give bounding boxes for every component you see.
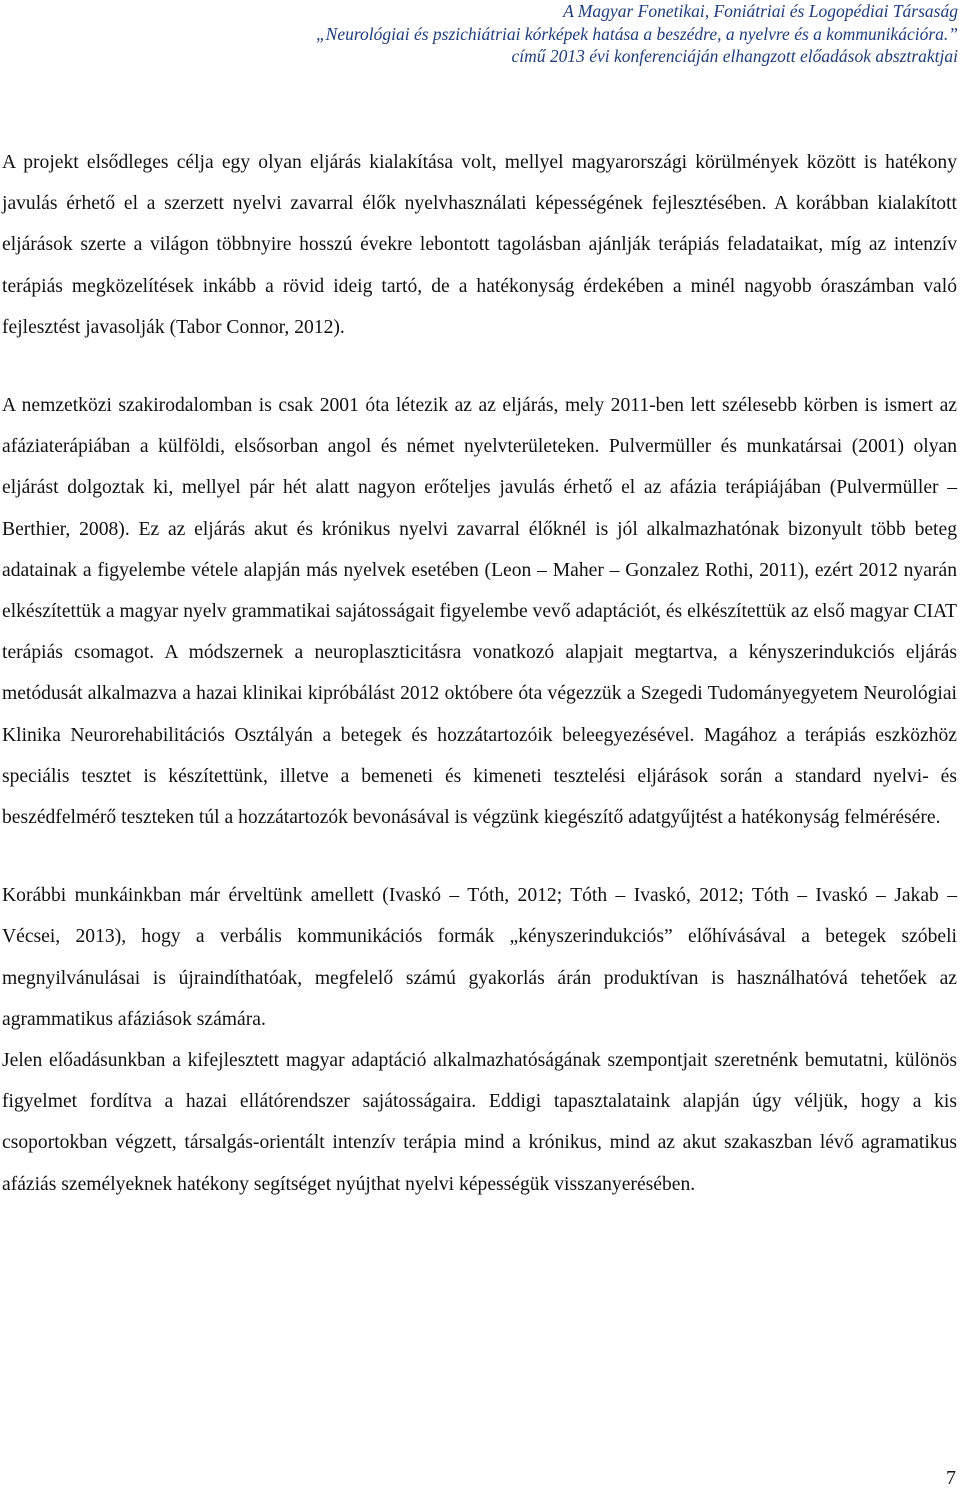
- paragraph-1: A projekt elsődleges célja egy olyan eljárás kialakítása volt, mellyel magyarországi körülmények között is hatékony javulás érhető el a szerzett nyelvi zavarral élők nyelvhasználati képességének fejlesztésében. A korábban kialakított eljárások szerte a világon többnyire hosszú évekre lebontott tagolásban ajánlják terápiás feladataikat, míg az intenzív terápiás megközelítések inkább a rövid ideig tartó, de a hatékonyság érdekében a minél nagyobb óraszámban való fejlesztést javasolják (Tabor Connor, 2012).: [2, 152, 957, 338]
- header-conference-title: „Neurológiai és pszichiátriai kórképek hatása a beszédre, a nyelvre és a kommunikációra.”: [315, 23, 958, 44]
- paragraph-3: Korábbi munkáinkban már érveltünk amellett (Ivaskó – Tóth, 2012; Tóth – Ivaskó, 2012; Tóth – Ivaskó – Jakab – Vécsei, 2013), hogy a verbális kommunikációs formák „kényszerindukciós” előhívásával a betegek szóbeli megnyilvánulásai is újraindíthatóak, megfelelő számú gyakorlás árán produktívan is használhatóvá tehetőek az agrammatikus afáziások számára.: [2, 885, 957, 1030]
- header-subtitle: című 2013 évi konferenciáján elhangzott előadások absztraktjai: [511, 46, 958, 66]
- paragraph-2: A nemzetközi szakirodalomban is csak 2001 óta létezik az az eljárás, mely 2011-ben lett szélesebb körben is ismert az afáziaterápiában a külföldi, elsősorban angol és német nyelvterületeken. Pulvermüller és munkatársai (2001) olyan eljárást dolgoztak ki, mellyel pár hét alatt nagyon erőteljes javulás érhető el az afázia terápiájában (Pulvermüller – Berthier, 2008). Ez az eljárás akut és krónikus nyelvi zavarral élőknél is jól alkalmazhatónak bizonyult több beteg adatainak a figyelembe vétele alapján más nyelvek esetében (Leon – Maher – Gonzalez Rothi, 2011), ezért 2012 nyarán elkészítettük a magyar nyelv grammatikai sajátosságait figyelembe vevő adaptációt, és elkészítettük az első magyar CIAT terápiás csomagot. A módszernek a neuroplaszticitásra vonatkozó alapjait megtartva, a kényszerindukciós eljárás metódusát alkalmazva a hazai klinikai kipróbálást 2012 októbere óta végezzük a Szegedi Tudományegyetem Neurológiai Klinika Neurorehabilitációs Osztályán a betegek és hozzátartozóik beleegyezésével. Magához a terápiás eszközhöz speciális tesztet is készítettünk, illetve a bemeneti és kimeneti tesztelési eljárások során a standard nyelvi- és beszédfelmérő teszteken túl a hozzátartozók bevonásával is végzünk kiegészítő adatgyűjtést a hatékonyság felmérésére.: [2, 395, 957, 829]
- abstract-body: [2, 142, 957, 1205]
- running-header: [18, 0, 958, 68]
- paragraph-4: Jelen előadásunkban a kifejlesztett magyar adaptáció alkalmazhatóságának szempontjait szeretnénk bemutatni, különös figyelmet fordítva a hazai ellátórendszer sajátosságaira. Eddigi tapasztalataink alapján úgy véljük, hogy a kis csoportokban végzett, társalgás-orientált intenzív terápia mind a krónikus, mind az akut szakaszban lévő agramatikus afáziás személyeknek hatékony segítséget nyújthat nyelvi képességük visszanyerésében.: [2, 1050, 957, 1195]
- header-society: A Magyar Fonetikai, Foniátriai és Logopédiai Társaság: [563, 1, 958, 21]
- page-number: 7: [946, 1467, 956, 1489]
